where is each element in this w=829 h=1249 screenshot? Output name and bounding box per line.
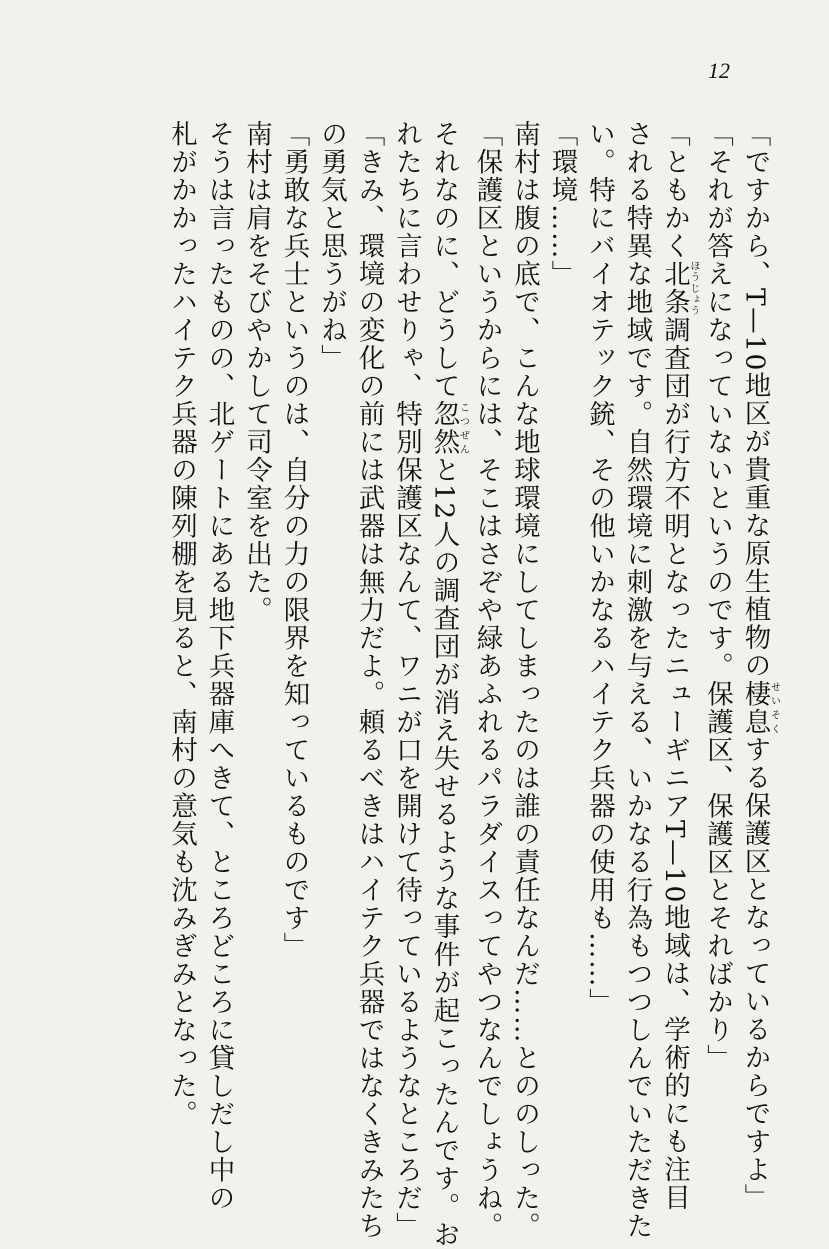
text-segment: 「勇敢な兵士というのは、自分の力の限界を知っているものです」 [278,120,310,960]
text-segment: 「保護区というからには、そこはさぞや緑あふれるパラダイスってやつなんでしょうね。 [471,120,503,1240]
text-segment: 「それが答えになっていないというのです。保護区、保護区とそればかり」 [702,120,733,1072]
text-line [468,120,506,1240]
text-segment: と12人の調査団が消え失せるような事件が起こったんです。お [428,456,460,1249]
text-line [425,120,469,1249]
text-segment: それなのに、どうして [428,120,460,400]
text-line [275,120,313,1150]
text-segment: 「きみ、環境の変化の前には武器は無力だよ。頼るべきはハイテク兵器ではなくきみたち [353,120,385,1240]
vertical-text-body [114,120,780,1249]
text-line [618,120,656,1240]
text-segment: 調査団が行方不明となったニューギニアT—10地域は、学術的にも注目 [659,316,690,1212]
ruby-annotation [428,400,469,456]
text-line [163,120,201,1150]
text-segment: そうは言ったものの、北ゲートにある地下兵器庫へきて、ところどころに貸しだし中の [203,120,235,1212]
text-segment: 「ともかく [659,120,690,260]
text-line [656,120,699,1212]
ruby-reading: こつぜん [457,400,469,456]
ruby-annotation [739,679,780,736]
text-line [200,120,238,1212]
text-line [543,120,581,1150]
page-number: 12 [708,58,730,83]
text-segment: い。特にバイオテック銃、その他いかなるハイテク兵器の使用も……」 [584,120,615,1016]
text-segment: の勇気と思うがね」 [316,120,347,372]
text-line [736,120,780,1212]
ruby-base: 忽然 [428,400,460,456]
text-line [699,120,737,1150]
text-segment: される特異な地域です。自然環境に刺激を与える、いかなる行為もつつしんでいただきた [621,120,653,1240]
text-segment: 南村は腹の底で、こんな地球環境にしてしまったのは誰の責任なんだ……とののしった。 [509,120,540,1240]
text-line [238,120,276,1150]
text-segment: する保護区となっているからですよ」 [739,735,771,1212]
text-segment: 「環境……」 [546,120,578,288]
ruby-base: 棲息 [739,679,771,736]
text-segment: れたちに言わせりゃ、特別保護区なんて、ワニが口を開けて待っているようなところだ」 [391,120,422,1240]
text-segment: 「ですから、T—10地区が貴重な原生植物の [739,120,771,680]
ruby-annotation [659,260,699,316]
ruby-base: 北条 [659,260,690,316]
text-line [388,120,426,1240]
text-line [313,120,351,1150]
ruby-reading: ほうじょう [688,260,699,316]
text-segment: 札がかかったハイテク兵器の陳列棚を見ると、南村の意気も沈みぎみとなった。 [166,120,197,1128]
text-segment: 南村は肩をそびやかして司令室を出た。 [241,120,272,624]
text-line [350,120,388,1240]
text-line [506,120,544,1240]
ruby-reading: せいそく [768,679,780,736]
text-line [581,120,619,1150]
